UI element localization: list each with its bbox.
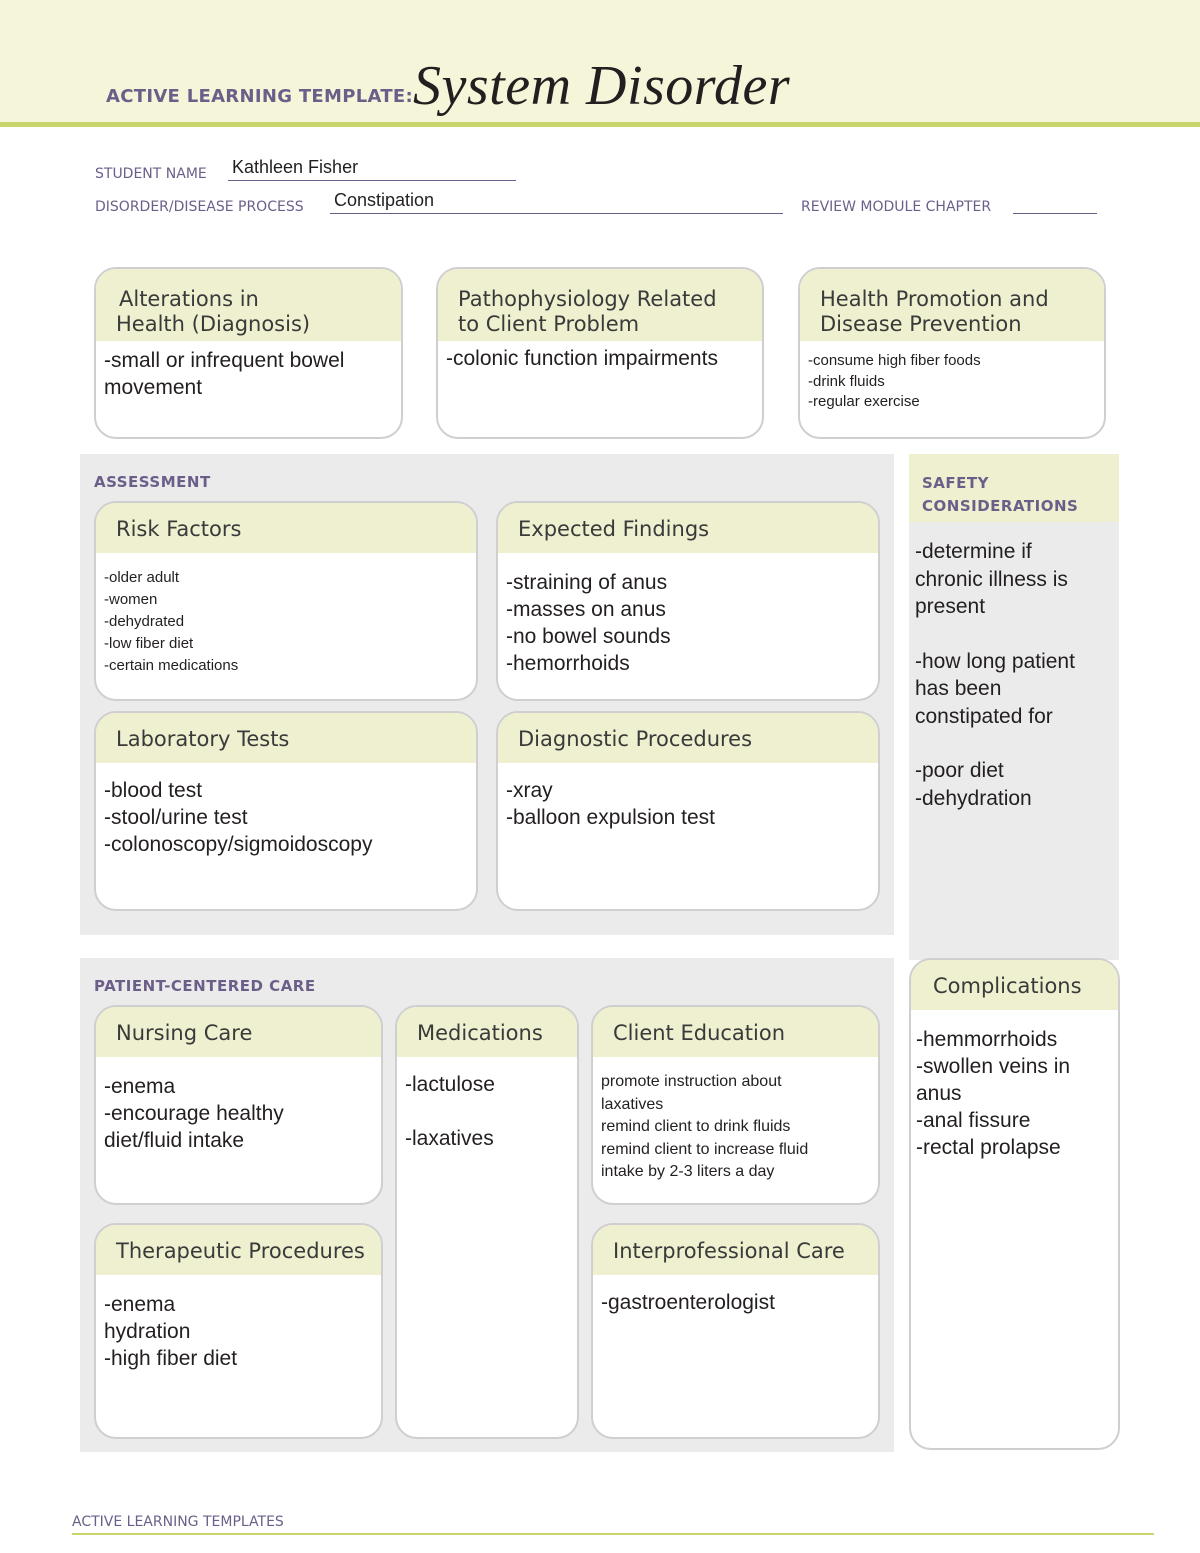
medications-title: Medications bbox=[397, 1007, 577, 1057]
safety-body[interactable]: -determine if chronic illness is present -how long patient has been constipated for -poor diet -dehydration bbox=[915, 540, 1075, 810]
student-name-field[interactable]: Kathleen Fisher bbox=[232, 157, 359, 177]
complications-title: Complications bbox=[911, 960, 1118, 1010]
interprofessional-care-card bbox=[591, 1223, 880, 1439]
footer-label: ACTIVE LEARNING TEMPLATES bbox=[72, 1514, 284, 1530]
header-rule bbox=[0, 122, 1200, 127]
complications-body[interactable]: -hemmorrhoids -swollen veins in anus -anal fissure -rectal prolapse bbox=[916, 1028, 1071, 1159]
laboratory-tests-card bbox=[94, 711, 478, 911]
pathophysiology-card bbox=[436, 267, 764, 439]
client-education-body[interactable]: promote instruction about laxatives remind client to drink fluids remind client to increase fluid intake by 2-3 liters a day bbox=[601, 1073, 809, 1180]
client-education-title: Client Education bbox=[593, 1007, 878, 1057]
assessment-label: ASSESSMENT bbox=[94, 473, 211, 491]
nursing-care-body[interactable]: -enema -encourage healthy diet/fluid intake bbox=[104, 1075, 284, 1152]
interprofessional-care-title: Interprofessional Care bbox=[593, 1225, 878, 1275]
diagnostic-procedures-title: Diagnostic Procedures bbox=[498, 713, 878, 763]
pathophysiology-title: Pathophysiology Related to Client Problem bbox=[438, 269, 762, 341]
template-label: ACTIVE LEARNING TEMPLATE: bbox=[106, 86, 413, 107]
health-promotion-card bbox=[798, 267, 1106, 439]
student-name-line bbox=[228, 180, 516, 181]
alterations-title: Alterations in Health (Diagnosis) bbox=[96, 269, 401, 341]
client-education-card bbox=[591, 1005, 880, 1205]
safety-title: SAFETY CONSIDERATIONS bbox=[909, 454, 1119, 522]
alterations-card bbox=[94, 267, 403, 439]
health-promotion-body[interactable]: -consume high fiber foods -drink fluids -regular exercise bbox=[808, 352, 981, 410]
therapeutic-procedures-body[interactable]: -enema hydration -high fiber diet bbox=[104, 1293, 238, 1370]
nursing-care-title: Nursing Care bbox=[96, 1007, 381, 1057]
nursing-care-card bbox=[94, 1005, 383, 1205]
footer-rule bbox=[72, 1533, 1154, 1535]
interprofessional-care-body[interactable]: -gastroenterologist bbox=[601, 1291, 775, 1314]
disorder-field[interactable]: Constipation bbox=[334, 190, 435, 210]
risk-factors-body[interactable]: -older adult -women -dehydrated -low fiber diet -certain medications bbox=[104, 569, 239, 674]
page-title: System Disorder bbox=[413, 55, 791, 117]
review-module-line bbox=[1013, 213, 1097, 214]
expected-findings-title: Expected Findings bbox=[498, 503, 878, 553]
pathophysiology-body[interactable]: -colonic function impairments bbox=[446, 347, 718, 370]
laboratory-tests-title: Laboratory Tests bbox=[96, 713, 476, 763]
medications-body[interactable]: -lactulose -laxatives bbox=[405, 1073, 495, 1150]
risk-factors-title: Risk Factors bbox=[96, 503, 476, 553]
expected-findings-card bbox=[496, 501, 880, 701]
complications-card bbox=[909, 958, 1120, 1450]
disorder-label: DISORDER/DISEASE PROCESS bbox=[95, 199, 304, 215]
student-name-label: STUDENT NAME bbox=[95, 166, 207, 182]
diagnostic-procedures-body[interactable]: -xray -balloon expulsion test bbox=[506, 779, 715, 829]
therapeutic-procedures-title: Therapeutic Procedures bbox=[96, 1225, 381, 1275]
therapeutic-procedures-card bbox=[94, 1223, 383, 1439]
health-promotion-title: Health Promotion and Disease Prevention bbox=[800, 269, 1104, 341]
alterations-body[interactable]: -small or infrequent bowel movement bbox=[104, 349, 345, 399]
review-module-label: REVIEW MODULE CHAPTER bbox=[801, 199, 992, 215]
patient-care-label: PATIENT-CENTERED CARE bbox=[94, 977, 316, 995]
expected-findings-body[interactable]: -straining of anus -masses on anus -no bowel sounds -hemorrhoids bbox=[506, 571, 671, 675]
risk-factors-card bbox=[94, 501, 478, 701]
disorder-line bbox=[330, 213, 783, 214]
laboratory-tests-body[interactable]: -blood test -stool/urine test -colonoscopy/sigmoidoscopy bbox=[104, 779, 373, 856]
diagnostic-procedures-card bbox=[496, 711, 880, 911]
medications-card bbox=[395, 1005, 579, 1439]
